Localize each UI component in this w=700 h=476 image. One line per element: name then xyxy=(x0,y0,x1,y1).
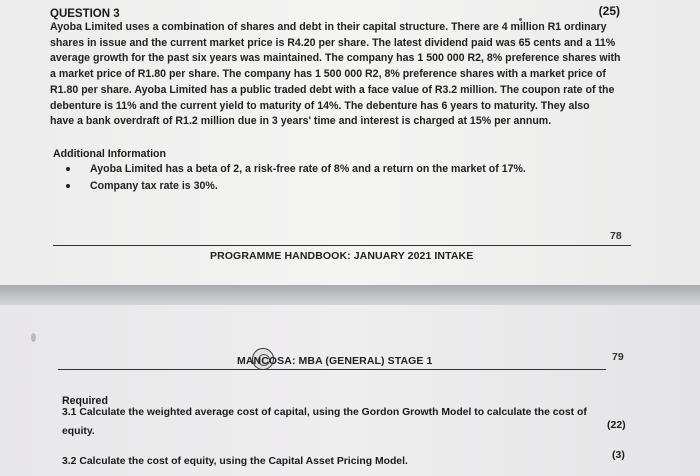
paragraph-line: R1.80 per share. Ayoba Limited has a public traded debt with a face value of R3.2 million. The coupon rate of the xyxy=(50,83,615,96)
question-3-1: 3.1 Calculate the weighted average cost of capital, using the Gordon Growth Model to calculate the cost of xyxy=(62,407,587,418)
question-title: QUESTION 3 xyxy=(50,8,120,20)
bullet-item xyxy=(66,180,218,192)
page-gap xyxy=(0,285,700,305)
bullet-text: Ayoba Limited has a beta of 2, a risk-free rate of 8% and a return on the market of 17%. xyxy=(90,163,526,175)
question-3-2: 3.2 Calculate the cost of equity, using the Capital Asset Pricing Model. xyxy=(62,456,408,467)
additional-info-heading: Additional Information xyxy=(53,148,166,160)
marks-3-1: (22) xyxy=(607,419,626,431)
question-marks: (25) xyxy=(598,4,620,18)
paragraph-line: a market price of R1.80 per share. The company has 1 500 000 R2, 8% preference shares with a market price of xyxy=(50,68,606,81)
marks-3-2: (3) xyxy=(612,449,625,461)
required-heading: Required xyxy=(62,395,108,407)
page-number: 78 xyxy=(610,230,622,242)
paragraph-line: debenture is 11% and the current yield to maturity of 14%. The debenture has 6 years to maturity. They also xyxy=(50,99,590,112)
paragraph-line: Ayoba Limited uses a combination of shares and debt in their capital structure. There are 4 million R1 ordinary xyxy=(50,21,607,33)
header-text: MANCOSA: MBA (GENERAL) STAGE 1 xyxy=(237,355,433,367)
paragraph-line: average growth for the past six years was maintained. The company has 1 500 000 R2, 8% preference shares with xyxy=(50,52,621,65)
bullet-dot xyxy=(66,167,70,171)
question-3-1-cont: equity. xyxy=(62,426,95,437)
page-number: 79 xyxy=(612,351,624,363)
page-79 xyxy=(0,305,700,476)
binder-hole xyxy=(31,333,36,342)
bullet-text: Company tax rate is 30%. xyxy=(90,180,218,192)
footer-text: PROGRAMME HANDBOOK: JANUARY 2021 INTAKE xyxy=(210,250,474,262)
bullet-item xyxy=(66,163,526,175)
paragraph-line: have a bank overdraft of R1.2 million due in 3 years' time and interest is charged at 15% per annum. xyxy=(50,115,552,128)
header-divider xyxy=(58,369,606,370)
bullet-dot xyxy=(66,184,70,188)
footer-divider xyxy=(53,245,631,246)
question-paragraph xyxy=(50,20,624,130)
paragraph-line: shares in issue and the current market price is R4.20 per share. The latest dividend paid was 65 cents and a 11% xyxy=(50,36,616,49)
